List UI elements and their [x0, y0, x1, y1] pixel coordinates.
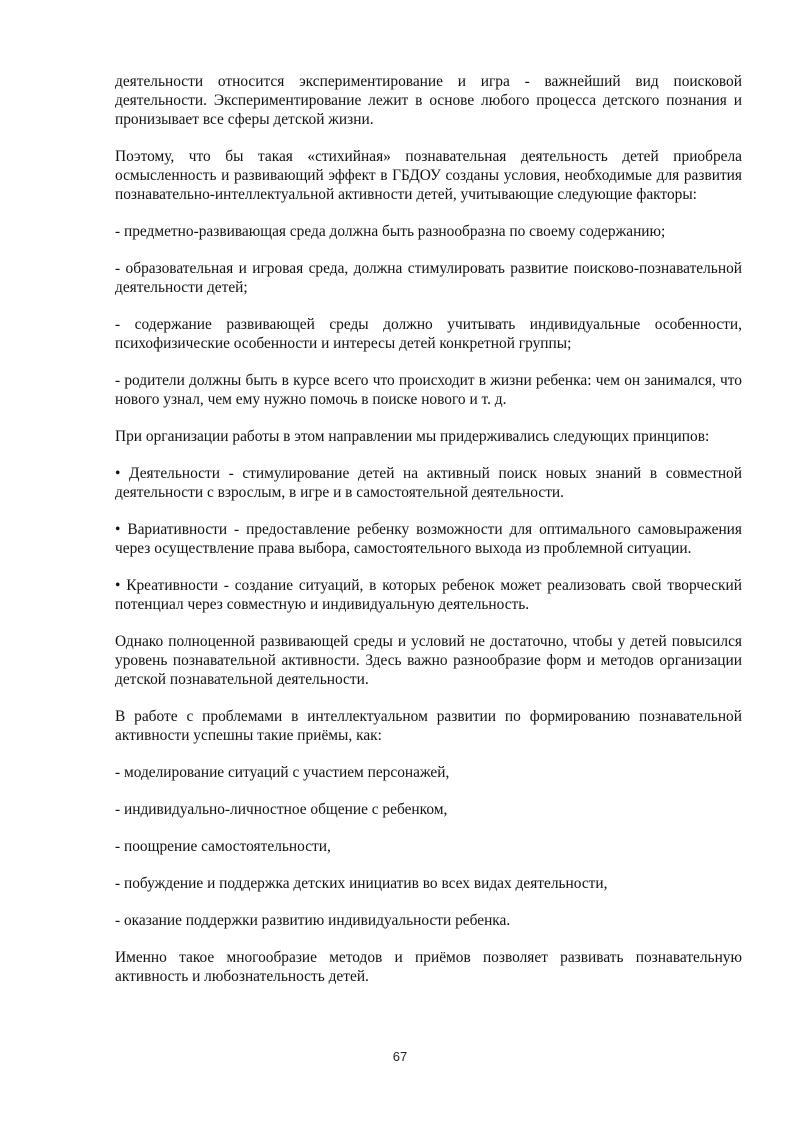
list-item-principle-creativity: • Креативности - создание ситуаций, в которых ребенок может реализовать свой творческий потенциал через совместную и индивидуальную деятельность.	[115, 577, 742, 613]
paragraph-conclusion: Именно такое многообразие методов и приёмов позволяет развивать познавательную активность и любознательность детей.	[115, 949, 742, 985]
paragraph-methods-importance: Однако полноценной развивающей среды и условий не достаточно, чтобы у детей повысился уровень познавательной активности. Здесь важно разнообразие форм и методов организации детской познавательной деятельности.	[115, 633, 742, 688]
paragraph-techniques-intro: В работе с проблемами в интеллектуальном развитии по формированию познавательной активности успешны такие приёмы, как:	[115, 708, 742, 744]
list-item-principle-variability: • Вариативности - предоставление ребенку возможности для оптимального самовыражения через осуществление права выбора, самостоятельного выхода из проблемной ситуации.	[115, 521, 742, 557]
list-item-factor-1: - предметно-развивающая среда должна быть разнообразна по своему содержанию;	[115, 223, 666, 240]
page-number: 67	[392, 1049, 408, 1064]
page-body	[115, 72, 742, 1004]
list-item-technique-4: - побуждение и поддержка детских инициатив во всех видах деятельности,	[115, 875, 608, 892]
list-item-technique-1: - моделирование ситуаций с участием персонажей,	[115, 764, 450, 781]
paragraph-intro-experimentation: деятельности относится экспериментирование и игра - важнейший вид поисковой деятельности. Экспериментирование лежит в основе любого процесса детского познания и пронизывает все сферы детской жизни.	[115, 73, 742, 128]
list-item-technique-5: - оказание поддержки развитию индивидуальности ребенка.	[115, 912, 511, 929]
paragraph-conditions: Поэтому, что бы такая «стихийная» познавательная деятельность детей приобрела осмысленность и развивающий эффект в ГБДОУ созданы условия, необходимые для развития познавательно-интеллектуальной активности детей, учитывающие следующие факторы:	[115, 148, 742, 203]
list-item-factor-4: - родители должны быть в курсе всего что происходит в жизни ребенка: чем он занимался, что нового узнал, чем ему нужно помочь в поиске нового и т. д.	[115, 372, 742, 408]
list-item-principle-activity: • Деятельности - стимулирование детей на активный поиск новых знаний в совместной деятельности с взрослым, в игре и в самостоятельной деятельности.	[115, 465, 742, 501]
paragraph-principles-intro: При организации работы в этом направлении мы придерживались следующих принципов:	[115, 428, 710, 445]
list-item-technique-2: - индивидуально-личностное общение с ребенком,	[115, 801, 448, 818]
list-item-factor-3: - содержание развивающей среды должно учитывать индивидуальные особенности, психофизические особенности и интересы детей конкретной группы;	[115, 316, 742, 352]
list-item-technique-3: - поощрение самостоятельности,	[115, 838, 331, 855]
list-item-factor-2: - образовательная и игровая среда, должна стимулировать развитие поисково-познавательной деятельности детей;	[115, 260, 742, 296]
